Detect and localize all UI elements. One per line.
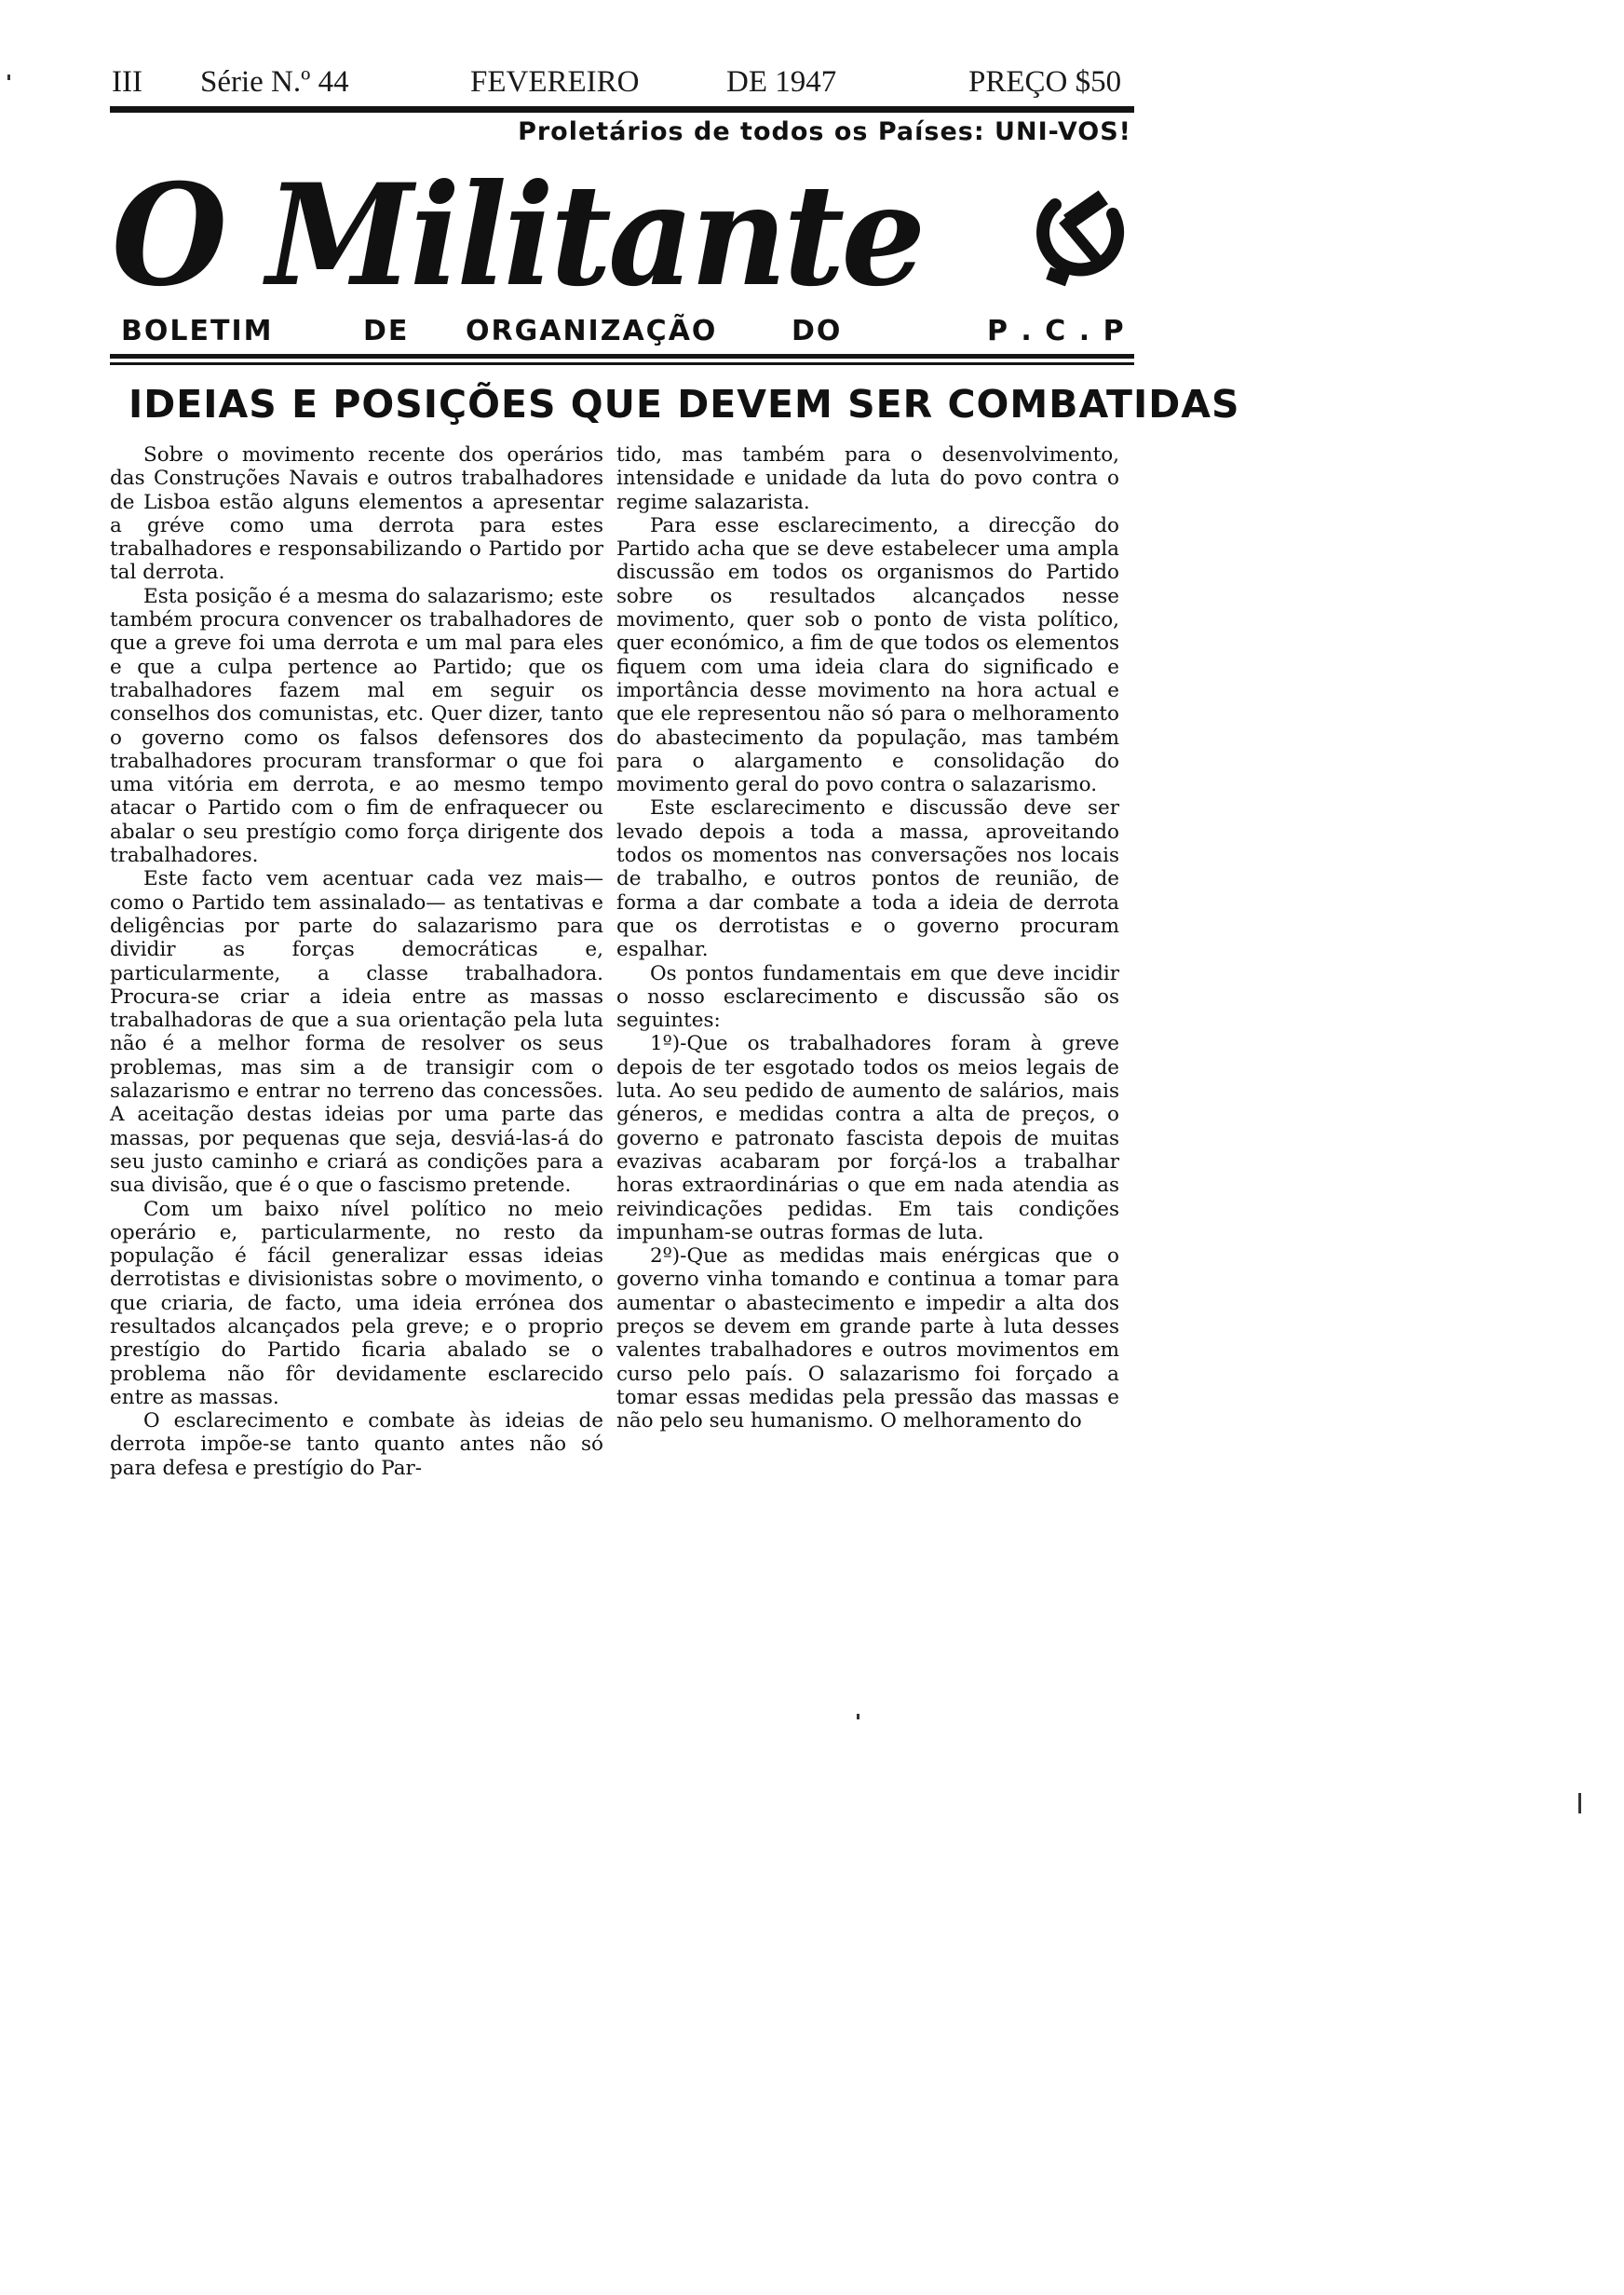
scan-speck (7, 75, 10, 80)
paragraph: 1º)-Que os trabalhadores foram à greve depois de ter esgotado todos os meios legais de luta. Ao seu pedido de aumento de salários, mais géneros, e medidas contra a alta de preços, o governo e patronato fascista depois de muitas evazivas acabaram por forçá-los a trabalhar horas extraordinárias o que em nada atendia as reivindicações pedidas. Em tais condições impunham-se outras formas de luta. (616, 1032, 1119, 1244)
issue-month: FEVEREIRO (470, 65, 640, 99)
paragraph: O esclarecimento e combate às ideias de derrota impõe-se tanto quanto antes não só para defesa e prestígio do Par- (110, 1409, 603, 1480)
paragraph: Os pontos fundamentais em que deve incidir o nosso esclarecimento e discussão são os seguintes: (616, 961, 1119, 1033)
paragraph: Este esclarecimento e discussão deve ser levado depois a toda a massa, aproveitando todos os momentos nas conversações nos locais de trabalho, e outros pontos de reunião, de forma a dar combate a toda a ideia de derrota que os derrotistas e o governo procuram espalhar. (616, 796, 1119, 962)
issue-year: DE 1947 (726, 65, 837, 99)
paragraph: Este facto vem acentuar cada vez mais—como o Partido tem assinalado— as tentativas e deligências por parte do salazarismo para dividir as forças democráticas e, particularmente, a classe trabalhadora. Procura-se criar a ideia entre as massas trabalhadoras de que a sua orientação pela luta não é a melhor forma de resolver os seus problemas, mas sim a de transigir com o salazarismo e entrar no terreno das concessões. A aceitação destas ideias por uma parte das massas, por pequenas que seja, desviá-las-á do seu justo caminho e criará as condições para a sua divisão, que é o que o fascismo pretende. (110, 867, 603, 1198)
article-headline: IDEIAS E POSIÇÕES QUE DEVEM SER COMBATIDAS (129, 382, 1240, 427)
article-column-right (616, 443, 1119, 1433)
top-rule (110, 106, 1134, 113)
subtitle-rule-top (110, 354, 1134, 359)
article-column-left (110, 443, 603, 1480)
paragraph: 2º)-Que as medidas mais enérgicas que o governo vinha tomando e continua a tomar para aumentar o abastecimento e impedir a alta dos preços se devem em grande parte à luta desses valentes trabalhadores e outros movimentos em curso pelo país. O salazarismo foi forçado a tomar essas medidas pela pressão das massas e não pelo seu humanismo. O melhoramento do (616, 1244, 1119, 1433)
hammer-sickle-icon (1029, 177, 1131, 293)
masthead-info-row (112, 65, 1136, 102)
issue-price: PREÇO $50 (968, 65, 1122, 99)
paragraph: Com um baixo nível político no meio operário e, particularmente, no resto da população é fácil generalizar essas ideias derrotistas e divisionistas sobre o movimento, o que criaria, de facto, uma ideia errónea dos resultados alcançados pela greve; e o proprio prestígio do Partido ficaria abalado se o problema não fôr devidamente esclarecido entre as massas. (110, 1197, 603, 1409)
newspaper-logo-title: O Militante (112, 154, 923, 318)
scan-speck (857, 1714, 859, 1719)
scan-speck (1578, 1793, 1581, 1813)
bulletin-subtitle: BOLETIM DE ORGANIZAÇÃO DO P . C . P (121, 315, 1126, 347)
paragraph: Sobre o movimento recente dos operários das Construções Navais e outros trabalhadores de Lisboa estão alguns elementos a apresentar a gréve como uma derrota para estes trabalhadores e responsabilizando o Partido por tal derrota. (110, 443, 603, 585)
slogan: Proletários de todos os Países: UNI-VOS! (518, 117, 1131, 146)
volume-number: III (112, 65, 142, 99)
subtitle-rule-bottom (110, 362, 1134, 365)
paragraph: Esta posição é a mesma do salazarismo; este também procura convencer os trabalhadores de que a greve foi uma derrota e um mal para eles e que a culpa pertence ao Partido; que os trabalhadores fazem mal em seguir os conselhos dos comunistas, etc. Quer dizer, tanto o governo como os falsos defensores dos trabalhadores procuram transformar o que foi uma vitória em derrota, e ao mesmo tempo atacar o Partido com o fim de enfraquecer ou abalar o seu prestígio como força dirigente dos trabalhadores. (110, 584, 603, 868)
paragraph: Para esse esclarecimento, a direcção do Partido acha que se deve estabelecer uma ampla discussão em todos os organismos do Partido sobre os resultados alcançados nesse movimento, quer sob o ponto de vista político, quer económico, a fim de que todos os elementos fiquem com uma ideia clara do significado e importância desse movimento na hora actual e que ele representou não só para o melhoramento do abastecimento da população, mas também para o alargamento e consolidação do movimento geral do povo contra o salazarismo. (616, 513, 1119, 797)
issue-number: Série N.º 44 (200, 65, 349, 99)
paragraph: tido, mas também para o desenvolvimento, intensidade e unidade da luta do povo contra o regime salazarista. (616, 443, 1119, 514)
